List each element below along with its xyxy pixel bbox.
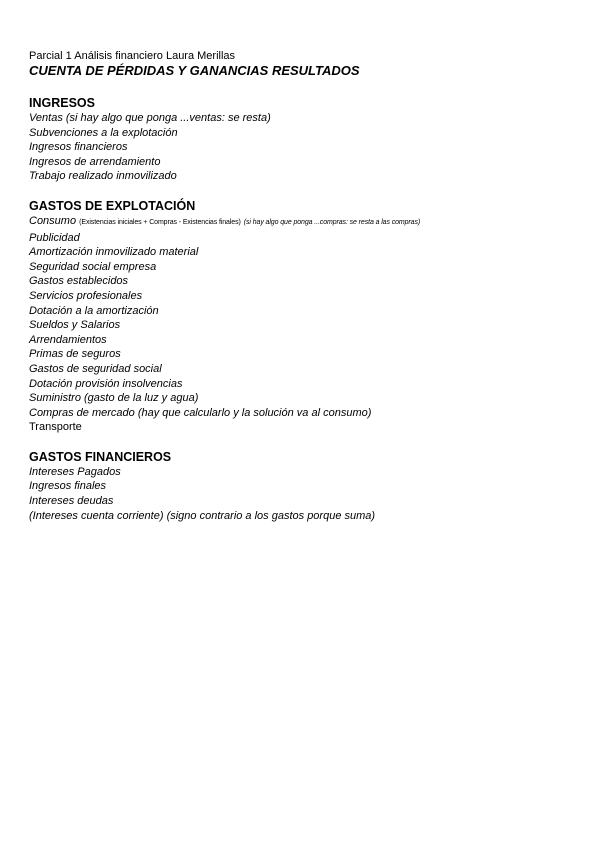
list-gastos-financieros: [29, 465, 589, 523]
list-item: Arrendamientos: [29, 333, 107, 346]
list-item: Intereses deudas: [29, 495, 114, 508]
list-item: Intereses Pagados: [29, 465, 121, 478]
list-item: Ingresos de arrendamiento: [29, 155, 161, 168]
list-item: Suministro (gasto de la luz y agua): [29, 392, 199, 405]
list-item: Ventas (si hay algo que ponga ...ventas: se resta): [29, 112, 271, 124]
list-item: Ingresos finales: [29, 480, 107, 493]
consumo-label: Consumo: [29, 214, 77, 227]
list-item: Gastos establecidos: [29, 275, 129, 288]
list-item: Servicios profesionales: [29, 289, 143, 302]
section-heading-gastos-explotacion: GASTOS DE EXPLOTACIÓN: [29, 198, 196, 213]
list-item-transporte: Transporte: [29, 421, 82, 434]
list-item: Sueldos y Salarios: [29, 319, 121, 332]
document-subtitle: Parcial 1 Análisis financiero Laura Merillas: [29, 50, 236, 62]
list-item: Seguridad social empresa: [29, 260, 157, 273]
list-item: Primas de seguros: [29, 348, 121, 361]
section-ingresos: [29, 95, 589, 184]
list-item: Dotación a la amortización: [29, 304, 159, 317]
list-item: Ingresos financieros: [29, 141, 128, 154]
list-ingresos: [29, 111, 589, 184]
section-gastos-financieros: [29, 449, 589, 523]
section-heading-gastos-financieros: GASTOS FINANCIEROS: [29, 449, 172, 464]
list-item: Gastos de seguridad social: [29, 362, 162, 375]
list-item: Publicidad: [29, 231, 80, 244]
consumo-note-formula: (Existencias iniciales + Compras - Existencias finales): [79, 218, 241, 226]
consumo-note-rule: (si hay algo que ponga ...compras: se resta a las compras): [243, 218, 421, 226]
list-item-consumo: [29, 214, 589, 231]
list-item: (Intereses cuenta corriente) (signo contrario a los gastos porque suma): [29, 509, 376, 522]
list-item: Compras de mercado (hay que calcularlo y la solución va al consumo): [29, 406, 372, 419]
list-item: Trabajo realizado inmovilizado: [29, 170, 177, 183]
section-heading-ingresos: INGRESOS: [29, 96, 95, 110]
list-gastos-explotacion: [29, 214, 589, 435]
list-item: Amortización inmovilizado material: [29, 246, 199, 259]
list-item: Subvenciones a la explotación: [29, 126, 178, 139]
document-page: [29, 49, 589, 537]
list-item: Dotación provisión insolvencias: [29, 377, 183, 390]
section-gastos-explotacion: [29, 198, 589, 435]
document-title: CUENTA DE PÉRDIDAS Y GANANCIAS RESULTADOS: [29, 63, 360, 78]
